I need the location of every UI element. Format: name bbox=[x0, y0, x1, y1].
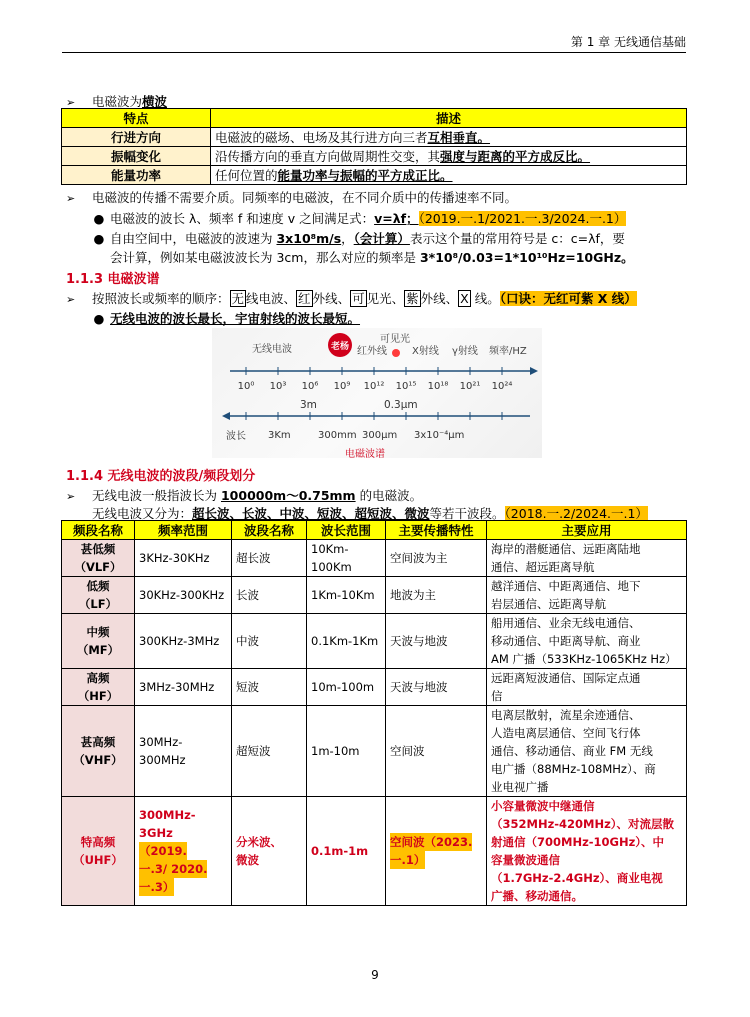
band-table bbox=[61, 520, 687, 906]
wave-name-cell: 分米波、 微波 bbox=[232, 797, 307, 906]
gamma-label: γ射线 bbox=[452, 346, 478, 357]
running-header: 第 1 章 无线通信基础 bbox=[570, 35, 686, 49]
application-cell: 海岸的潜艇通信、远距离陆地 通信、超远距离导航 bbox=[487, 540, 687, 577]
wave-name-cell: 超长波 bbox=[232, 540, 307, 577]
wave-name-cell: 超短波 bbox=[232, 706, 307, 797]
speed-example: 会计算，例如某电磁波波长为 3cm，那么对应的频率是 3*10⁸/0.03=1*10¹⁰Hz=10GHz。 bbox=[110, 250, 634, 265]
band-name-cell: 中频 （MF） bbox=[62, 614, 135, 669]
propagation-line: ➢ 电磁波的传播不需要介质。同频率的电磁波，在不同介质中的传播速率不同。 bbox=[66, 190, 518, 205]
arrow-bullet-icon: ➢ bbox=[66, 192, 76, 205]
table-row bbox=[62, 706, 687, 797]
wave-name-cell: 短波 bbox=[232, 669, 307, 706]
frequency-cell: 30KHz-300KHz bbox=[135, 577, 232, 614]
propagation-cell: 天波与地波 bbox=[386, 669, 487, 706]
section-heading-1-1-3: 1.1.3 电磁波谱 bbox=[66, 272, 160, 287]
table-row bbox=[62, 540, 687, 577]
wavelength-cell: 0.1Km-1Km bbox=[307, 614, 386, 669]
frequency-arrow-icon bbox=[530, 367, 538, 375]
arrow-bullet-icon: ➢ bbox=[66, 490, 76, 503]
wavelength-cell: 1m-10m bbox=[307, 706, 386, 797]
frequency-cell: 3KHz-30KHz bbox=[135, 540, 232, 577]
table-row bbox=[62, 797, 687, 906]
frequency-tick-label: 10¹⁵ bbox=[395, 381, 417, 392]
radio-band-line: 无线电波又分为：超长波、长波、中波、短波、超短波、微波等若干波段。（2018.一.2/2024.一.1） bbox=[92, 506, 648, 521]
frequency-tick-label: 10⁰ bbox=[237, 381, 255, 392]
feature-cell: 振幅变化 bbox=[62, 147, 211, 166]
dot-bullet-icon: ● bbox=[93, 211, 105, 226]
table-row bbox=[62, 128, 687, 147]
frequency-cell: 300KHz-3MHz bbox=[135, 614, 232, 669]
feature-cell: 行进方向 bbox=[62, 128, 211, 147]
wavelength-arrow-icon bbox=[222, 412, 230, 420]
wavelength-cell: 0.1m-1m bbox=[307, 797, 386, 906]
band-name-cell: 甚高频 （VHF） bbox=[62, 706, 135, 797]
frequency-cell: 3MHz-30MHz bbox=[135, 669, 232, 706]
table-row bbox=[62, 577, 687, 614]
frequency-tick-label: 10²⁴ bbox=[491, 381, 513, 392]
table-header-row bbox=[62, 521, 687, 540]
intro-line: ➢ 电磁波为横波 bbox=[66, 94, 168, 109]
application-cell: 越洋通信、中距离通信、地下 岩层通信、远距离导航 bbox=[487, 577, 687, 614]
col-header: 主要应用 bbox=[487, 521, 687, 540]
wave-label-0: 波长 bbox=[226, 431, 246, 442]
arrow-bullet-icon: ➢ bbox=[66, 293, 76, 306]
visible-light-label: 可见光 bbox=[380, 334, 410, 345]
table-row bbox=[62, 669, 687, 706]
table-row bbox=[62, 147, 687, 166]
application-cell: 远距离短波通信、国际定点通 信 bbox=[487, 669, 687, 706]
desc-cell: 电磁波的磁场、电场及其行进方向三者互相垂直。 bbox=[211, 128, 687, 147]
spectrum-caption: 电磁波谱 bbox=[345, 449, 385, 460]
infrared-label: 红外线 bbox=[357, 346, 387, 357]
wave-label-2: 300mm bbox=[318, 430, 357, 441]
xray-label: X射线 bbox=[412, 346, 439, 357]
spectrum-diagram bbox=[212, 328, 542, 458]
table-row bbox=[62, 166, 687, 185]
formula-bullet: ● 电磁波的波长 λ、频率 f 和速度 v 之间满足式：v=λf；（2019.一.1/2021.一.3/2024.一.1） bbox=[88, 209, 626, 227]
wave-label-1: 3Km bbox=[268, 430, 291, 441]
band-name-cell: 甚低频 （VLF） bbox=[62, 540, 135, 577]
wavelength-bullet: ● 无线电波的波长最长，宇宙射线的波长最短。 bbox=[88, 309, 360, 327]
speed-bullet: ● 自由空间中，电磁波的波速为 3x10⁸m/s，（会计算）表示这个量的常用符号是 c：c=λf，要 bbox=[88, 229, 625, 247]
band-name-cell: 高频 （HF） bbox=[62, 669, 135, 706]
desc-cell: 沿传播方向的垂直方向做周期性交变，其强度与距离的平方成反比。 bbox=[211, 147, 687, 166]
wavelength-cell: 10Km-100Km bbox=[307, 540, 386, 577]
transverse-wave-term: 横波 bbox=[142, 94, 168, 109]
col-header: 描述 bbox=[211, 109, 687, 128]
wave-name-cell: 长波 bbox=[232, 577, 307, 614]
frequency-tick-label: 10¹² bbox=[363, 381, 385, 392]
dot-bullet-icon: ● bbox=[93, 311, 105, 326]
table-header-row bbox=[62, 109, 687, 128]
header-rule bbox=[62, 52, 686, 53]
wavelength-cell: 10m-100m bbox=[307, 669, 386, 706]
wave-feature-table bbox=[61, 108, 687, 185]
col-header: 频段名称 bbox=[62, 521, 135, 540]
propagation-cell: 空间波（2023.一.1） bbox=[386, 797, 487, 906]
wave-label-4: 3x10⁻⁴μm bbox=[414, 430, 465, 441]
wave-03um-label: 0.3μm bbox=[384, 399, 418, 411]
band-name-cell: 低频 （LF） bbox=[62, 577, 135, 614]
col-header: 主要传播特性 bbox=[386, 521, 487, 540]
propagation-cell: 天波与地波 bbox=[386, 614, 487, 669]
frequency-tick-label: 10³ bbox=[269, 381, 287, 392]
application-cell: 船用通信、业余无线电通信、 移动通信、中距离导航、商业 AM 广播（533KHz-1065KHz Hz） bbox=[487, 614, 687, 669]
propagation-cell: 地波为主 bbox=[386, 577, 487, 614]
page-number: 9 bbox=[371, 968, 379, 982]
feature-cell: 能量功率 bbox=[62, 166, 211, 185]
band-name-cell: 特高频 （UHF） bbox=[62, 797, 135, 906]
desc-cell: 任何位置的能量功率与振幅的平方成正比。 bbox=[211, 166, 687, 185]
application-cell: 小容量微波中继通信 （352MHz-420MHz）、对流层散 射通信（700MHz-10GHz）、中 容量微波通信 （1.7GHz-2.4GHz）、商业电视 广播、移动通信。 bbox=[487, 797, 687, 906]
wave-3m-label: 3m bbox=[300, 399, 317, 411]
radio-wave-label: 无线电波 bbox=[252, 344, 292, 355]
frequency-cell: 300MHz-3GHz （2019.一.3/ 2020.一.3） bbox=[135, 797, 232, 906]
col-header: 波长范围 bbox=[307, 521, 386, 540]
section-heading-1-1-4: 1.1.4 无线电波的波段/频段划分 bbox=[66, 469, 256, 484]
radio-wavelength-line: ➢ 无线电波一般指波长为 100000m～0.75mm 的电磁波。 bbox=[66, 488, 423, 503]
spectrum-order-line: ➢ 按照波长或频率的顺序： 无 线电波、 红 外线、 可 见光、 紫 外线、 X 线。（口诀：无红可紫 X 线） bbox=[66, 291, 637, 306]
frequency-cell: 30MHz-300MHz bbox=[135, 706, 232, 797]
frequency-tick-label: 10²¹ bbox=[459, 381, 481, 392]
frequency-tick-label: 10⁹ bbox=[333, 381, 351, 392]
arrow-bullet-icon: ➢ bbox=[66, 96, 76, 109]
frequency-tick-label: 10¹⁸ bbox=[427, 381, 449, 392]
col-header: 频率范围 bbox=[135, 521, 232, 540]
col-header: 特点 bbox=[62, 109, 211, 128]
frequency-tick-label: 10⁶ bbox=[301, 381, 319, 392]
dot-bullet-icon: ● bbox=[93, 231, 105, 246]
frequency-unit-label: 频率/HZ bbox=[489, 346, 527, 357]
wave-label-3: 300μm bbox=[362, 430, 398, 441]
wave-name-cell: 中波 bbox=[232, 614, 307, 669]
propagation-cell: 空间波为主 bbox=[386, 540, 487, 577]
exam-tag: （2019.一.1/2021.一.3/2024.一.1） bbox=[418, 211, 627, 226]
table-row bbox=[62, 614, 687, 669]
visible-light-icon bbox=[392, 349, 400, 357]
wavelength-cell: 1Km-10Km bbox=[307, 577, 386, 614]
application-cell: 电离层散射，流星余迹通信、 人造电离层通信、空间飞行体 通信、移动通信、商业 FM 无线 电广播（88MHz-108MHz）、商 业电视广播 bbox=[487, 706, 687, 797]
exam-tag: （2018.一.2/2024.一.1） bbox=[504, 506, 648, 521]
col-header: 波段名称 bbox=[232, 521, 307, 540]
stamp-text: 老杨 bbox=[330, 342, 350, 352]
propagation-cell: 空间波 bbox=[386, 706, 487, 797]
mnemonic-tag: （口诀：无红可紫 X 线） bbox=[499, 291, 637, 306]
